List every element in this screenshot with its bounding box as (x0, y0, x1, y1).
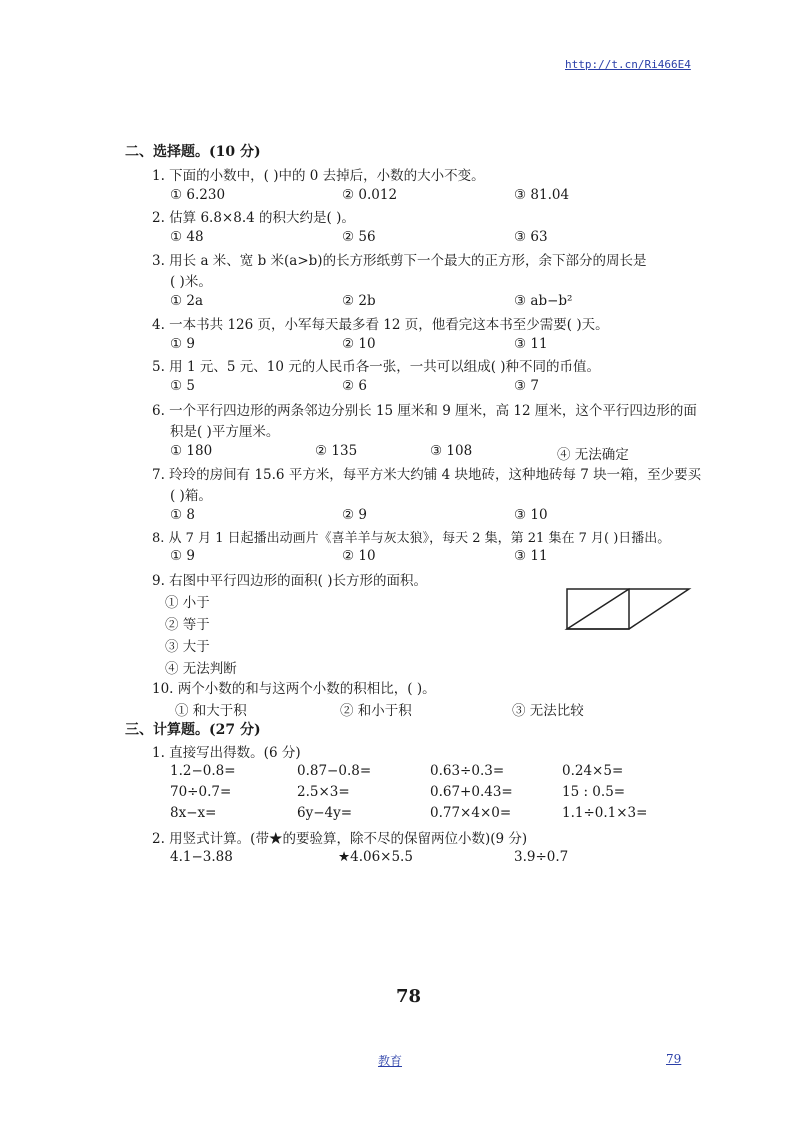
q5-option-1: ① 5 (170, 378, 195, 394)
q9-option-2: ② 等于 (165, 617, 210, 633)
question-7: 7. 玲玲的房间有 15.6 平方米，每平方米大约铺 4 块地砖，这种地砖每 7 块一箱，至少要买 (152, 467, 702, 483)
q6-option-2: ② 135 (315, 443, 358, 459)
footer-link-page[interactable]: 79 (666, 1052, 682, 1066)
q8-option-2: ② 10 (342, 548, 376, 564)
section-calc-title: 三、计算题。(27 分) (125, 722, 261, 738)
q9-option-1: ① 小于 (165, 595, 210, 611)
q4-option-3: ③ 11 (514, 336, 548, 352)
calc-item: 8x−x= (170, 805, 217, 821)
q5-option-2: ② 6 (342, 378, 367, 394)
calc-part-2-title: 2. 用竖式计算。(带★的要验算，除不尽的保留两位小数)(9 分) (152, 831, 528, 847)
question-1: 1. 下面的小数中，( )中的 0 去掉后，小数的大小不变。 (152, 168, 485, 184)
vertical-calc-item: ★4.06×5.5 (338, 849, 413, 865)
q2-option-2: ② 56 (342, 229, 376, 245)
page-number: 78 (396, 986, 422, 1007)
q8-option-1: ① 9 (170, 548, 195, 564)
calc-item: 6y−4y= (297, 805, 353, 821)
q7-option-2: ② 9 (342, 507, 367, 523)
q10-option-3: ③ 无法比较 (512, 703, 584, 719)
question-3: 3. 用长 a 米、宽 b 米(a>b)的长方形纸剪下一个最大的正方形，余下部分的周长是 (152, 253, 647, 269)
q5-option-3: ③ 7 (514, 378, 539, 394)
vertical-calc-item: 3.9÷0.7 (514, 849, 569, 865)
q9-option-3: ③ 大于 (165, 639, 210, 655)
source-url-link[interactable]: http://t.cn/Ri466E4 (565, 58, 691, 71)
question-10: 10. 两个小数的和与这两个小数的积相比，( )。 (152, 681, 436, 697)
q6-option-3: ③ 108 (430, 443, 473, 459)
q3-option-1: ① 2a (170, 293, 204, 309)
calc-item: 0.24×5= (562, 763, 624, 779)
calc-item: 0.63÷0.3= (430, 763, 505, 779)
q1-option-3: ③ 81.04 (514, 187, 570, 203)
calc-part-1-title: 1. 直接写出得数。(6 分) (152, 745, 301, 761)
question-6-line2: 积是( )平方厘米。 (170, 424, 280, 440)
q4-option-2: ② 10 (342, 336, 376, 352)
parallelogram-rectangle-figure (562, 585, 692, 633)
q4-option-1: ① 9 (170, 336, 195, 352)
q8-option-3: ③ 11 (514, 548, 548, 564)
q9-option-4: ④ 无法判断 (165, 661, 237, 677)
calc-item: 0.67+0.43= (430, 784, 513, 800)
q10-option-2: ② 和小于积 (340, 703, 412, 719)
q3-option-2: ② 2b (342, 293, 376, 309)
section-choice-title: 二、选择题。(10 分) (125, 144, 261, 160)
calc-item: 0.77×4×0= (430, 805, 512, 821)
parallelogram-shape (567, 589, 689, 629)
q7-option-3: ③ 10 (514, 507, 548, 523)
q2-option-3: ③ 63 (514, 229, 548, 245)
q3-option-3: ③ ab−b² (514, 293, 573, 309)
calc-item: 70÷0.7= (170, 784, 232, 800)
question-2: 2. 估算 6.8×8.4 的积大约是( )。 (152, 210, 355, 226)
vertical-calc-item: 4.1−3.88 (170, 849, 233, 865)
question-3-line2: ( )米。 (170, 274, 212, 290)
calc-item: 1.2−0.8= (170, 763, 236, 779)
question-8: 8. 从 7 月 1 日起播出动画片《喜羊羊与灰太狼》，每天 2 集，第 21 集在 7 月( )日播出。 (152, 531, 671, 546)
calc-item: 2.5×3= (297, 784, 350, 800)
calc-item: 1.1÷0.1×3= (562, 805, 648, 821)
q1-option-2: ② 0.012 (342, 187, 398, 203)
q1-option-1: ① 6.230 (170, 187, 226, 203)
q7-option-1: ① 8 (170, 507, 195, 523)
footer-link-education[interactable]: 教育 (378, 1054, 403, 1068)
q6-option-1: ① 180 (170, 443, 213, 459)
question-6: 6. 一个平行四边形的两条邻边分别长 15 厘米和 9 厘米，高 12 厘米，这个平行四边形的面 (152, 403, 697, 419)
question-5: 5. 用 1 元、5 元、10 元的人民币各一张，一共可以组成( )种不同的币值。 (152, 359, 601, 375)
question-9: 9. 右图中平行四边形的面积( )长方形的面积。 (152, 573, 427, 589)
question-4: 4. 一本书共 126 页，小军每天最多看 12 页，他看完这本书至少需要( )天。 (152, 317, 609, 333)
calc-item: 0.87−0.8= (297, 763, 372, 779)
q10-option-1: ① 和大于积 (175, 703, 247, 719)
calc-item: 15 : 0.5= (562, 784, 626, 800)
q2-option-1: ① 48 (170, 229, 204, 245)
question-7-line2: ( )箱。 (170, 488, 212, 504)
q6-option-4: ④ 无法确定 (557, 447, 629, 463)
